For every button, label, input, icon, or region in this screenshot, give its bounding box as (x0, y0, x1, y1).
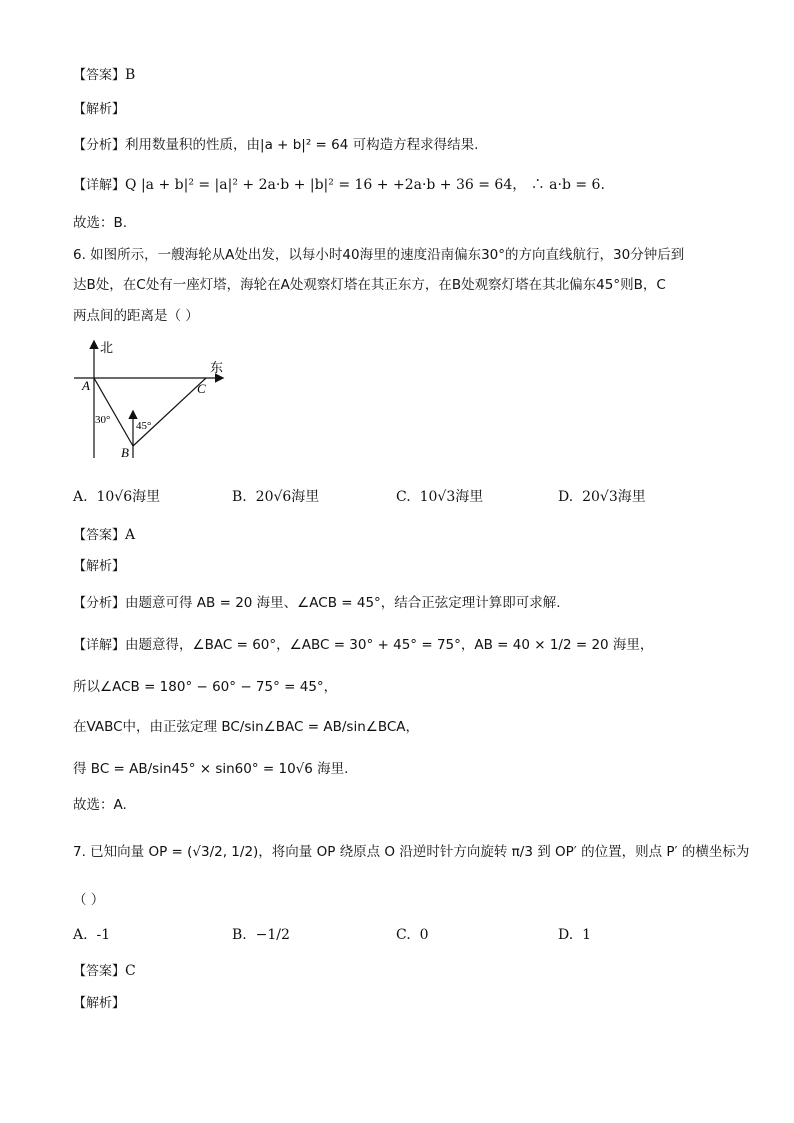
option-text: 20√6海里 (255, 489, 320, 505)
q5-answer-line (73, 66, 135, 85)
q6-fenxi-line (73, 594, 561, 613)
option-text: 1 (582, 927, 592, 943)
q6-stem-line1: 6. 如图所示，一艘海轮从A处出发，以每小时40海里的速度沿南偏东30°的方向直线航行，30分钟后到 (73, 247, 685, 263)
segment-ab (94, 378, 133, 446)
option-text: 20√3海里 (582, 489, 646, 505)
q7-option-d (558, 926, 591, 944)
answer-value: B (125, 67, 136, 83)
choice-text: 故选：B. (73, 215, 128, 231)
option-letter: B. (232, 489, 247, 505)
q6-option-c (396, 488, 483, 506)
q6-analysis-line (73, 557, 125, 576)
q6-stem-line3: 两点间的距离是（ ） (73, 308, 199, 324)
q6-choice-line (73, 796, 127, 814)
q6-option-b (232, 488, 319, 506)
fenxi-tag: 【分析】 (73, 138, 126, 153)
option-text: 0 (419, 927, 429, 943)
option-letter: D. (558, 489, 574, 505)
analysis-tag: 【解析】 (73, 996, 126, 1011)
analysis-tag: 【解析】 (73, 559, 126, 574)
q7-answer-line (73, 962, 136, 981)
answer-value: A (125, 527, 136, 543)
option-letter: C. (396, 927, 411, 943)
q6-step4: 得 BC = AB/sin45° × sin60° = 10√6 海里. (73, 761, 349, 777)
point-b-label: B (121, 445, 129, 460)
q6-option-d (558, 488, 646, 506)
analysis-tag: 【解析】 (73, 102, 126, 117)
xiangjie-tag: 【详解】 (73, 638, 126, 653)
point-a-label: A (82, 378, 90, 393)
answer-value: C (125, 963, 136, 979)
option-letter: A. (73, 927, 88, 943)
q6-xiangjie-line (73, 636, 653, 655)
option-text: 10√3海里 (419, 489, 484, 505)
option-text: -1 (96, 927, 111, 943)
east-label: 东 (210, 360, 224, 375)
angle-45-label: 45° (136, 420, 152, 432)
xiangjie-tag: 【详解】 (73, 178, 126, 193)
q6-option-a (73, 488, 160, 506)
fenxi-text: 利用数量积的性质，由|a + b|² = 64 可构造方程求得结果. (125, 137, 479, 153)
answer-tag: 【答案】 (73, 528, 126, 543)
answer-tag: 【答案】 (73, 964, 126, 979)
q7-option-b (232, 926, 290, 944)
q5-fenxi-line (73, 136, 478, 155)
q7-option-a (73, 926, 110, 944)
xiangjie-text: 由题意得，∠BAC = 60°，∠ABC = 30° + 45° = 75°，AB = 40 × 1/2 = 20 海里， (125, 637, 654, 653)
q5-analysis-line (73, 100, 125, 119)
option-text: −1/2 (255, 927, 290, 943)
angle-30-label: 30° (95, 414, 111, 426)
q6-answer-line (73, 526, 135, 545)
fenxi-tag: 【分析】 (73, 596, 126, 611)
q5-xiangjie-line (73, 176, 605, 195)
q7-stem-line2: （ ） (73, 892, 105, 908)
q6-step2: 所以∠ACB = 180° − 60° − 75° = 45°， (73, 679, 338, 695)
q7-stem-line1: 7. 已知向量 OP = (√3/2, 1/2)，将向量 OP 绕原点 O 沿逆时针方向旋转 π/3 到 OP′ 的位置，则点 P′ 的横坐标为 (73, 844, 750, 860)
q6-step3: 在VABC中，由正弦定理 BC/sin∠BAC = AB/sin∠BCA， (73, 719, 420, 735)
option-letter: B. (232, 927, 247, 943)
fenxi-text: 由题意可得 AB = 20 海里、∠ACB = 45°，结合正弦定理计算即可求解. (125, 595, 561, 611)
segment-bc (133, 378, 206, 446)
north-label: 北 (100, 340, 114, 355)
xiangjie-text: Q |a + b|² = |a|² + 2a·b + |b|² = 16 + +2a·b + 36 = 64， ∴ a·b = 6. (125, 177, 605, 193)
q7-option-c (396, 926, 429, 944)
q7-analysis-line (73, 994, 125, 1013)
option-letter: A. (73, 489, 88, 505)
q6-stem-line2: 达B处，在C处有一座灯塔，海轮在A处观察灯塔在其正东方，在B处观察灯塔在其北偏东45°则B，C (73, 277, 666, 293)
choice-text: 故选：A. (73, 797, 127, 813)
option-letter: C. (396, 489, 411, 505)
point-c-label: C (197, 381, 206, 396)
q5-choice-line (73, 214, 127, 232)
navigation-figure (70, 336, 240, 466)
option-letter: D. (558, 927, 574, 943)
answer-tag: 【答案】 (73, 68, 126, 83)
option-text: 10√6海里 (96, 489, 161, 505)
